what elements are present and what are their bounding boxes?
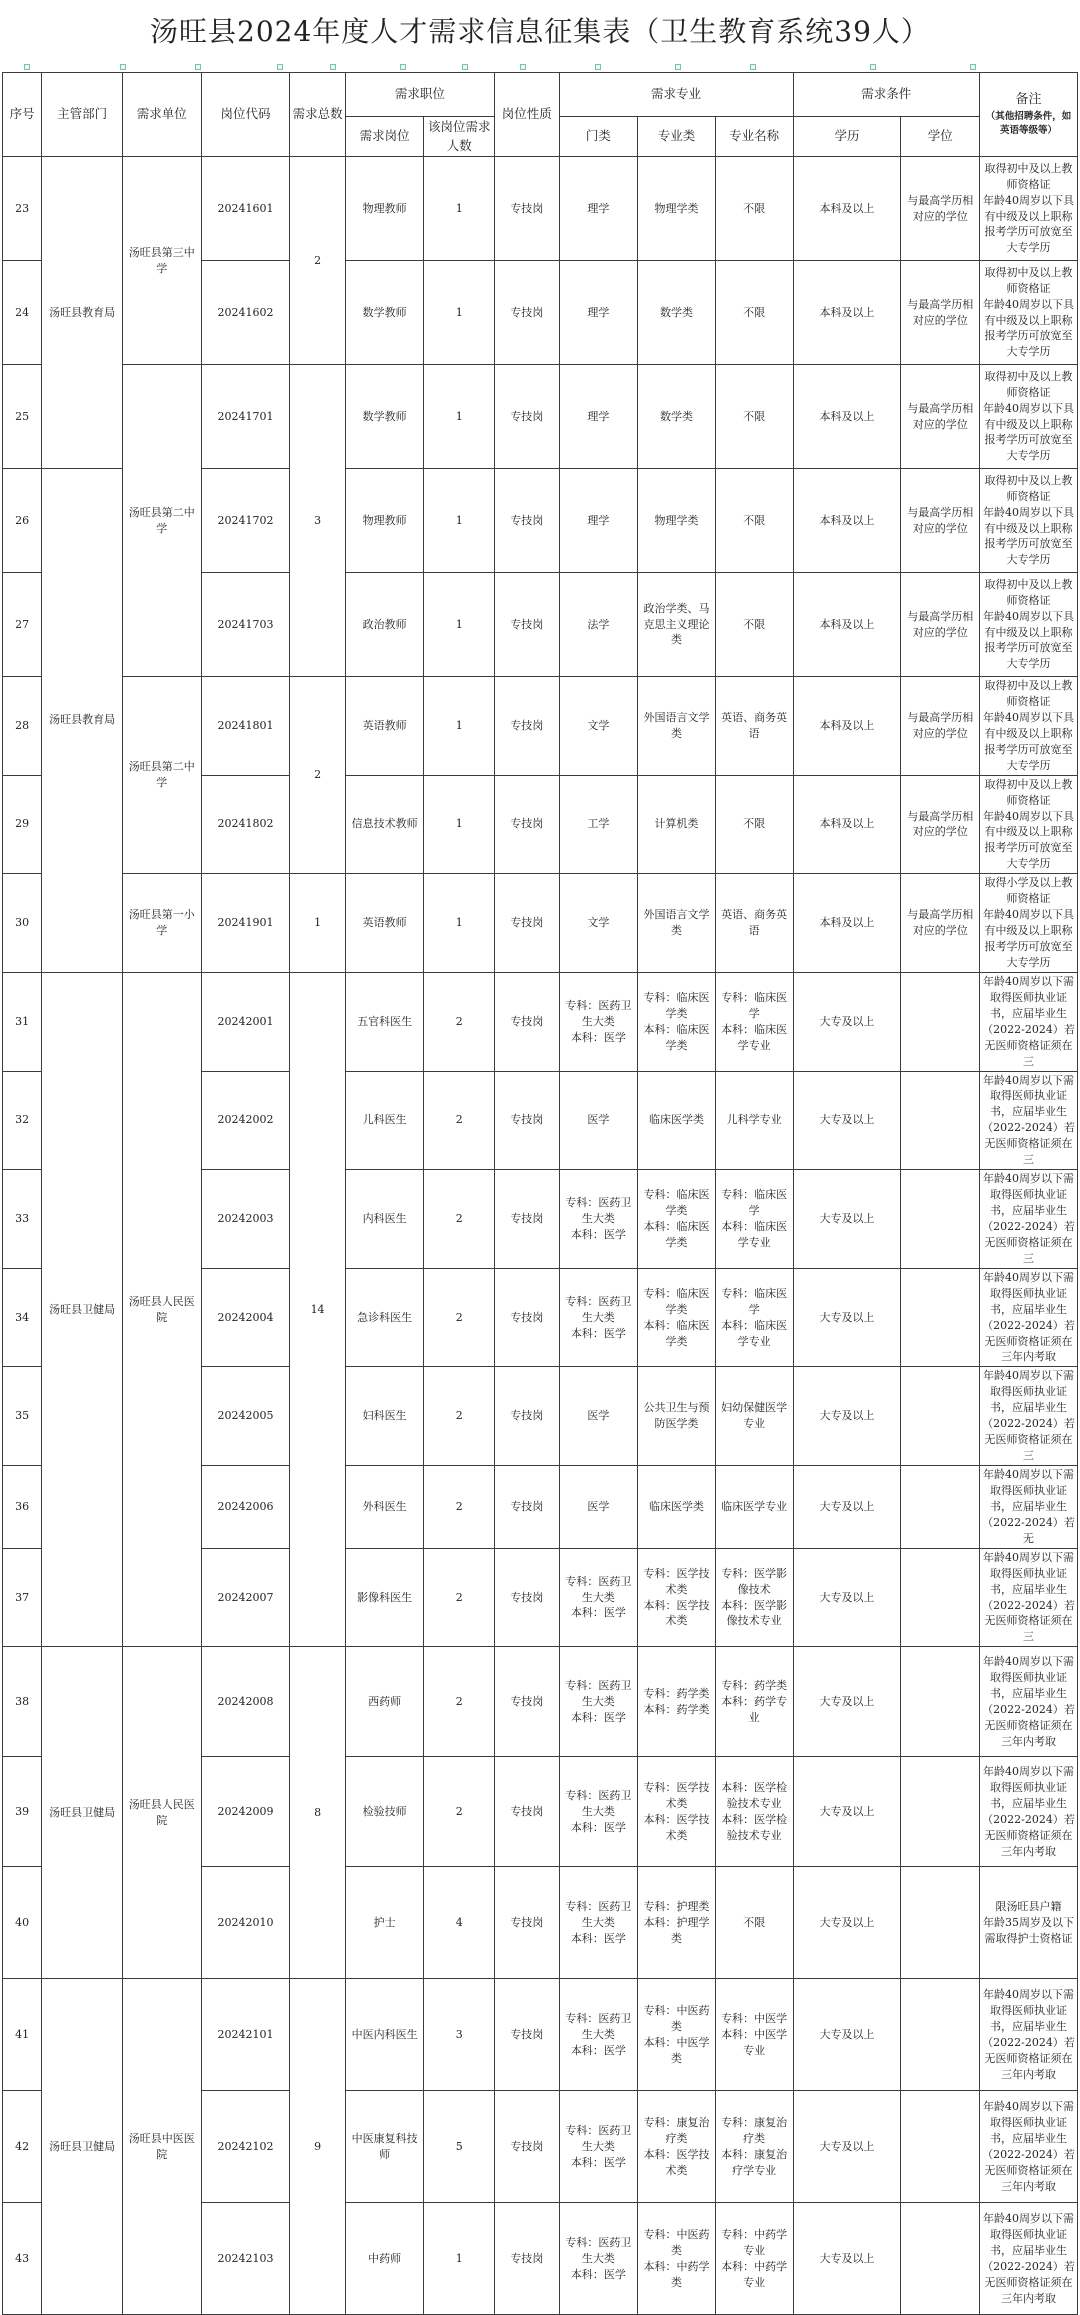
- category-cell: 文学: [559, 874, 638, 973]
- filter-dropdown-icon[interactable]: [970, 64, 976, 70]
- category-cell: 专科：医药卫生大类 本科：医学: [559, 972, 638, 1071]
- post-cell: 英语教师: [345, 874, 424, 973]
- table-row: [3, 1979, 1078, 2091]
- count-cell: 3: [424, 1979, 495, 2091]
- seq-cell: 27: [3, 573, 42, 677]
- table-row: [3, 972, 1078, 1071]
- nature-cell: 专技岗: [495, 469, 560, 573]
- total-cell: 1: [290, 874, 345, 973]
- seq-cell: 31: [3, 972, 42, 1071]
- education-cell: 大专及以上: [793, 1757, 901, 1867]
- seq-cell: 39: [3, 1757, 42, 1867]
- remark-cell: 取得初中及以上教师资格证 年龄40周岁以下具有中级及以上职称报考学历可放宽至大专学历: [980, 573, 1078, 677]
- major-class-cell: 外国语言文学类: [638, 677, 716, 776]
- remark-cell: 取得初中及以上教师资格证 年龄40周岁以下具有中级及以上职称报考学历可放宽至大专学历: [980, 469, 1078, 573]
- degree-cell: 与最高学历相对应的学位: [901, 677, 980, 776]
- post-cell: 数学教师: [345, 261, 424, 365]
- post-cell: 物理教师: [345, 469, 424, 573]
- nature-cell: 专技岗: [495, 1979, 560, 2091]
- seq-cell: 43: [3, 2203, 42, 2315]
- code-cell: 20241703: [201, 573, 290, 677]
- major-name-cell: 不限: [715, 775, 793, 874]
- degree-cell: [901, 1647, 980, 1757]
- remark-cell: 取得小学及以上教师资格证 年龄40周岁以下具有中级及以上职称报考学历可放宽至大专学历: [980, 874, 1078, 973]
- nature-cell: 专技岗: [495, 775, 560, 874]
- dept-cell: 汤旺县教育局: [42, 469, 123, 973]
- count-cell: 1: [424, 775, 495, 874]
- unit-cell: 汤旺县第二中学: [122, 365, 201, 677]
- nature-cell: 专技岗: [495, 2091, 560, 2203]
- post-cell: 物理教师: [345, 157, 424, 261]
- code-cell: 20242008: [201, 1647, 290, 1757]
- post-cell: 妇科医生: [345, 1367, 424, 1466]
- post-cell: 中药师: [345, 2203, 424, 2315]
- table-row: [3, 365, 1078, 469]
- header-unit: 需求单位: [122, 73, 201, 157]
- count-cell: 2: [424, 1548, 495, 1647]
- nature-cell: 专技岗: [495, 573, 560, 677]
- degree-cell: 与最高学历相对应的学位: [901, 573, 980, 677]
- header-major-group: 需求专业: [559, 73, 793, 117]
- remark-cell: 年龄40周岁以下需取得医师执业证书，应届毕业生（2022-2024）若无医师资格证须在三年内考取: [980, 1268, 1078, 1367]
- post-cell: 数学教师: [345, 365, 424, 469]
- post-cell: 信息技术教师: [345, 775, 424, 874]
- count-cell: 1: [424, 677, 495, 776]
- code-cell: 20241602: [201, 261, 290, 365]
- degree-cell: [901, 1867, 980, 1979]
- education-cell: 大专及以上: [793, 1867, 901, 1979]
- page-title: 汤旺县2024年度人才需求信息征集表（卫生教育系统39人）: [150, 15, 930, 48]
- nature-cell: 专技岗: [495, 1647, 560, 1757]
- major-name-cell: 专科：中医学 本科：中医学专业: [715, 1979, 793, 2091]
- remark-cell: 年龄40周岁以下需取得医师执业证书，应届毕业生（2022-2024）若无医师资格证须在三年内考取: [980, 1757, 1078, 1867]
- table-row: [3, 677, 1078, 776]
- education-cell: 大专及以上: [793, 972, 901, 1071]
- major-class-cell: 数学类: [638, 365, 716, 469]
- major-class-cell: 专科：中医药类 本科：中医学类: [638, 1979, 716, 2091]
- degree-cell: [901, 2203, 980, 2315]
- category-cell: 专科：医药卫生大类 本科：医学: [559, 2203, 638, 2315]
- post-cell: 护士: [345, 1867, 424, 1979]
- unit-cell: 汤旺县中医医院: [122, 1979, 201, 2315]
- header-remark-label: 备注: [1015, 92, 1042, 108]
- remark-cell: 取得初中及以上教师资格证 年龄40周岁以下具有中级及以上职称报考学历可放宽至大专学历: [980, 157, 1078, 261]
- major-class-cell: 专科：中医药类 本科：中药学类: [638, 2203, 716, 2315]
- remark-cell: 取得初中及以上教师资格证 年龄40周岁以下具有中级及以上职称报考学历可放宽至大专学历: [980, 365, 1078, 469]
- major-name-cell: 专科：药学类 本科：药学专业: [715, 1647, 793, 1757]
- remark-cell: 限汤旺县户籍 年龄35周岁及以下需取得护士资格证: [980, 1867, 1078, 1979]
- filter-dropdown-icon[interactable]: [520, 64, 526, 70]
- remark-cell: 年龄40周岁以下需取得医师执业证书，应届毕业生（2022-2024）若无医师资格证须在三年内考取: [980, 2091, 1078, 2203]
- nature-cell: 专技岗: [495, 157, 560, 261]
- header-position-group: 需求职位: [345, 73, 494, 117]
- remark-cell: 取得初中及以上教师资格证 年龄40周岁以下具有中级及以上职称报考学历可放宽至大专学历: [980, 261, 1078, 365]
- post-cell: 英语教师: [345, 677, 424, 776]
- code-cell: 20242103: [201, 2203, 290, 2315]
- major-name-cell: 不限: [715, 365, 793, 469]
- filter-dropdown-icon[interactable]: [330, 64, 336, 70]
- dept-cell: 汤旺县卫健局: [42, 1979, 123, 2315]
- major-name-cell: 专科：医学影像技术 本科：医学影像技术专业: [715, 1548, 793, 1647]
- post-cell: 检验技师: [345, 1757, 424, 1867]
- major-name-cell: 不限: [715, 261, 793, 365]
- education-cell: 大专及以上: [793, 1367, 901, 1466]
- unit-cell: 汤旺县第一小学: [122, 874, 201, 973]
- degree-cell: 与最高学历相对应的学位: [901, 874, 980, 973]
- major-class-cell: 物理学类: [638, 469, 716, 573]
- count-cell: 1: [424, 469, 495, 573]
- post-cell: 中医内科医生: [345, 1979, 424, 2091]
- seq-cell: 40: [3, 1867, 42, 1979]
- code-cell: 20241701: [201, 365, 290, 469]
- header-code: 岗位代码: [201, 73, 290, 157]
- seq-cell: 33: [3, 1170, 42, 1269]
- major-class-cell: 专科：医学技术类 本科：医学技术类: [638, 1757, 716, 1867]
- header-post: 需求岗位: [345, 117, 424, 157]
- major-class-cell: 专科：临床医学类 本科：临床医学类: [638, 1268, 716, 1367]
- filter-dropdown-icon[interactable]: [195, 64, 201, 70]
- education-cell: 大专及以上: [793, 1466, 901, 1549]
- total-cell: 9: [290, 1979, 345, 2315]
- major-class-cell: 政治学类、马克思主义理论类: [638, 573, 716, 677]
- category-cell: 理学: [559, 157, 638, 261]
- degree-cell: [901, 1757, 980, 1867]
- category-cell: 专科：医药卫生大类 本科：医学: [559, 1268, 638, 1367]
- count-cell: 2: [424, 1071, 495, 1170]
- remark-cell: 年龄40周岁以下需取得医师执业证书，应届毕业生（2022-2024）若无医师资格证须在三年内考取: [980, 1647, 1078, 1757]
- header-cond-group: 需求条件: [793, 73, 980, 117]
- filter-dropdown-icon[interactable]: [277, 64, 283, 70]
- education-cell: 大专及以上: [793, 1268, 901, 1367]
- category-cell: 工学: [559, 775, 638, 874]
- major-class-cell: 专科：康复治疗类 本科：医学技术类: [638, 2091, 716, 2203]
- category-cell: 专科：医药卫生大类 本科：医学: [559, 1757, 638, 1867]
- seq-cell: 24: [3, 261, 42, 365]
- code-cell: 20242006: [201, 1466, 290, 1549]
- nature-cell: 专技岗: [495, 1170, 560, 1269]
- nature-cell: 专技岗: [495, 1867, 560, 1979]
- post-cell: 急诊科医生: [345, 1268, 424, 1367]
- education-cell: 本科及以上: [793, 261, 901, 365]
- degree-cell: [901, 1170, 980, 1269]
- total-cell: 14: [290, 972, 345, 1646]
- header-category: 门类: [559, 117, 638, 157]
- seq-cell: 42: [3, 2091, 42, 2203]
- post-cell: 五官科医生: [345, 972, 424, 1071]
- filter-dropdown-icon[interactable]: [120, 64, 126, 70]
- post-cell: 外科医生: [345, 1466, 424, 1549]
- count-cell: 2: [424, 1367, 495, 1466]
- header-dept: 主管部门: [42, 73, 123, 157]
- major-class-cell: 专科：药学类 本科：药学类: [638, 1647, 716, 1757]
- education-cell: 本科及以上: [793, 157, 901, 261]
- dept-cell: 汤旺县教育局: [42, 157, 123, 469]
- code-cell: 20242007: [201, 1548, 290, 1647]
- total-cell: 3: [290, 365, 345, 677]
- major-name-cell: 专科：康复治疗类 本科：康复治疗学专业: [715, 2091, 793, 2203]
- nature-cell: 专技岗: [495, 1757, 560, 1867]
- education-cell: 本科及以上: [793, 469, 901, 573]
- filter-dropdown-icon[interactable]: [750, 64, 756, 70]
- filter-dropdown-icon[interactable]: [462, 64, 468, 70]
- header-major-name: 专业名称: [715, 117, 793, 157]
- major-class-cell: 专科：医学技术类 本科：医学技术类: [638, 1548, 716, 1647]
- recruitment-table: [2, 72, 1078, 2315]
- degree-cell: 与最高学历相对应的学位: [901, 261, 980, 365]
- major-name-cell: 专科：中药学专业 本科：中药学专业: [715, 2203, 793, 2315]
- degree-cell: [901, 972, 980, 1071]
- total-cell: 8: [290, 1647, 345, 1979]
- education-cell: 大专及以上: [793, 1647, 901, 1757]
- post-cell: 影像科医生: [345, 1548, 424, 1647]
- code-cell: 20241601: [201, 157, 290, 261]
- header-degree: 学位: [901, 117, 980, 157]
- remark-cell: 年龄40周岁以下需取得医师执业证书，应届毕业生（2022-2024）若无医师资格证须在三: [980, 1367, 1078, 1466]
- post-cell: 西药师: [345, 1647, 424, 1757]
- nature-cell: 专技岗: [495, 2203, 560, 2315]
- education-cell: 本科及以上: [793, 677, 901, 776]
- code-cell: 20241801: [201, 677, 290, 776]
- seq-cell: 29: [3, 775, 42, 874]
- count-cell: 1: [424, 365, 495, 469]
- count-cell: 1: [424, 157, 495, 261]
- category-cell: 理学: [559, 261, 638, 365]
- category-cell: 医学: [559, 1367, 638, 1466]
- nature-cell: 专技岗: [495, 261, 560, 365]
- degree-cell: [901, 2091, 980, 2203]
- degree-cell: 与最高学历相对应的学位: [901, 775, 980, 874]
- education-cell: 大专及以上: [793, 1170, 901, 1269]
- code-cell: 20242005: [201, 1367, 290, 1466]
- education-cell: 本科及以上: [793, 874, 901, 973]
- major-name-cell: 英语、商务英语: [715, 677, 793, 776]
- unit-cell: 汤旺县人民医院: [122, 1647, 201, 1979]
- filter-dropdown-icon[interactable]: [595, 64, 601, 70]
- remark-cell: 年龄40周岁以下需取得医师执业证书，应届毕业生（2022-2024）若无: [980, 1466, 1078, 1549]
- degree-cell: [901, 1367, 980, 1466]
- seq-cell: 28: [3, 677, 42, 776]
- total-cell: 2: [290, 157, 345, 365]
- count-cell: 5: [424, 2091, 495, 2203]
- seq-cell: 36: [3, 1466, 42, 1549]
- count-cell: 1: [424, 261, 495, 365]
- table-row: [3, 157, 1078, 261]
- remark-cell: 年龄40周岁以下需取得医师执业证书，应届毕业生（2022-2024）若无医师资格证须在三: [980, 1548, 1078, 1647]
- degree-cell: [901, 1548, 980, 1647]
- total-cell: 2: [290, 677, 345, 874]
- major-class-cell: 外国语言文学类: [638, 874, 716, 973]
- category-cell: 专科：医药卫生大类 本科：医学: [559, 2091, 638, 2203]
- major-name-cell: 英语、商务英语: [715, 874, 793, 973]
- nature-cell: 专技岗: [495, 1466, 560, 1549]
- count-cell: 2: [424, 1466, 495, 1549]
- header-post-count: 该岗位需求人数: [424, 117, 495, 157]
- count-cell: 2: [424, 1268, 495, 1367]
- count-cell: 2: [424, 1757, 495, 1867]
- seq-cell: 38: [3, 1647, 42, 1757]
- code-cell: 20242009: [201, 1757, 290, 1867]
- nature-cell: 专技岗: [495, 1071, 560, 1170]
- header-education: 学历: [793, 117, 901, 157]
- category-cell: 专科：医药卫生大类 本科：医学: [559, 1867, 638, 1979]
- major-name-cell: 临床医学专业: [715, 1466, 793, 1549]
- major-name-cell: 儿科学专业: [715, 1071, 793, 1170]
- major-class-cell: 计算机类: [638, 775, 716, 874]
- major-class-cell: 专科：临床医学类 本科：临床医学类: [638, 972, 716, 1071]
- remark-cell: 年龄40周岁以下需取得医师执业证书，应届毕业生（2022-2024）若无医师资格证须在三: [980, 972, 1078, 1071]
- seq-cell: 35: [3, 1367, 42, 1466]
- education-cell: 大专及以上: [793, 1071, 901, 1170]
- nature-cell: 专技岗: [495, 874, 560, 973]
- post-cell: 中医康复科技师: [345, 2091, 424, 2203]
- seq-cell: 41: [3, 1979, 42, 2091]
- education-cell: 大专及以上: [793, 1979, 901, 2091]
- count-cell: 2: [424, 1170, 495, 1269]
- code-cell: 20242002: [201, 1071, 290, 1170]
- major-class-cell: 专科：临床医学类 本科：临床医学类: [638, 1170, 716, 1269]
- nature-cell: 专技岗: [495, 972, 560, 1071]
- remark-cell: 年龄40周岁以下需取得医师执业证书，应届毕业生（2022-2024）若无医师资格证须在三: [980, 1170, 1078, 1269]
- count-cell: 2: [424, 972, 495, 1071]
- filter-dropdown-icon[interactable]: [400, 64, 406, 70]
- education-cell: 本科及以上: [793, 573, 901, 677]
- count-cell: 4: [424, 1867, 495, 1979]
- code-cell: 20241802: [201, 775, 290, 874]
- code-cell: 20241702: [201, 469, 290, 573]
- header-seq: 序号: [3, 73, 42, 157]
- count-cell: 1: [424, 874, 495, 973]
- major-class-cell: 专科：护理类 本科：护理学类: [638, 1867, 716, 1979]
- education-cell: 大专及以上: [793, 2091, 901, 2203]
- category-cell: 法学: [559, 573, 638, 677]
- category-cell: 专科：医药卫生大类 本科：医学: [559, 1170, 638, 1269]
- header-remark-sub: （其他招聘条件，如英语等级等）: [985, 111, 1072, 136]
- remark-cell: 取得初中及以上教师资格证 年龄40周岁以下具有中级及以上职称报考学历可放宽至大专学历: [980, 677, 1078, 776]
- table-row: [3, 874, 1078, 973]
- degree-cell: [901, 1071, 980, 1170]
- major-class-cell: 临床医学类: [638, 1071, 716, 1170]
- nature-cell: 专技岗: [495, 365, 560, 469]
- category-cell: 理学: [559, 469, 638, 573]
- category-cell: 医学: [559, 1071, 638, 1170]
- filter-dropdown-icon[interactable]: [675, 64, 681, 70]
- code-cell: 20242004: [201, 1268, 290, 1367]
- major-name-cell: 专科：临床医学 本科：临床医学专业: [715, 1268, 793, 1367]
- degree-cell: 与最高学历相对应的学位: [901, 469, 980, 573]
- remark-cell: 年龄40周岁以下需取得医师执业证书，应届毕业生（2022-2024）若无医师资格证须在三年内考取: [980, 1979, 1078, 2091]
- filter-dropdown-icon[interactable]: [870, 64, 876, 70]
- seq-cell: 32: [3, 1071, 42, 1170]
- count-cell: 1: [424, 2203, 495, 2315]
- seq-cell: 26: [3, 469, 42, 573]
- major-class-cell: 物理学类: [638, 157, 716, 261]
- code-cell: 20242101: [201, 1979, 290, 2091]
- major-class-cell: 公共卫生与预防医学类: [638, 1367, 716, 1466]
- category-cell: 专科：医药卫生大类 本科：医学: [559, 1979, 638, 2091]
- dept-cell: 汤旺县卫健局: [42, 972, 123, 1646]
- unit-cell: 汤旺县第三中学: [122, 157, 201, 365]
- major-name-cell: 妇幼保健医学专业: [715, 1367, 793, 1466]
- nature-cell: 专技岗: [495, 677, 560, 776]
- code-cell: 20242003: [201, 1170, 290, 1269]
- major-name-cell: 专科：临床医学 本科：临床医学专业: [715, 972, 793, 1071]
- seq-cell: 34: [3, 1268, 42, 1367]
- header-remark: [980, 73, 1078, 157]
- degree-cell: [901, 1979, 980, 2091]
- category-cell: 医学: [559, 1466, 638, 1549]
- header-major-class: 专业类: [638, 117, 716, 157]
- count-cell: 2: [424, 1647, 495, 1757]
- degree-cell: 与最高学历相对应的学位: [901, 157, 980, 261]
- degree-cell: [901, 1466, 980, 1549]
- major-name-cell: 不限: [715, 157, 793, 261]
- major-name-cell: 不限: [715, 573, 793, 677]
- unit-cell: 汤旺县第二中学: [122, 677, 201, 874]
- post-cell: 内科医生: [345, 1170, 424, 1269]
- code-cell: 20242001: [201, 972, 290, 1071]
- filter-dropdown-icon[interactable]: [24, 64, 30, 70]
- code-cell: 20242102: [201, 2091, 290, 2203]
- category-cell: 文学: [559, 677, 638, 776]
- unit-cell: 汤旺县人民医院: [122, 972, 201, 1646]
- remark-cell: 年龄40周岁以下需取得医师执业证书，应届毕业生（2022-2024）若无医师资格证须在三年内考取: [980, 2203, 1078, 2315]
- code-cell: 20242010: [201, 1867, 290, 1979]
- header-nature: 岗位性质: [495, 73, 560, 157]
- seq-cell: 25: [3, 365, 42, 469]
- major-class-cell: 数学类: [638, 261, 716, 365]
- education-cell: 大专及以上: [793, 2203, 901, 2315]
- filter-button-row: [0, 64, 1080, 72]
- remark-cell: 取得初中及以上教师资格证 年龄40周岁以下具有中级及以上职称报考学历可放宽至大专学历: [980, 775, 1078, 874]
- major-class-cell: 临床医学类: [638, 1466, 716, 1549]
- header-total: 需求总数: [290, 73, 345, 157]
- nature-cell: 专技岗: [495, 1367, 560, 1466]
- major-name-cell: 不限: [715, 1867, 793, 1979]
- seq-cell: 23: [3, 157, 42, 261]
- major-name-cell: 专科：临床医学 本科：临床医学专业: [715, 1170, 793, 1269]
- degree-cell: 与最高学历相对应的学位: [901, 365, 980, 469]
- major-name-cell: 本科：医学检验技术专业 本科：医学检验技术专业: [715, 1757, 793, 1867]
- education-cell: 本科及以上: [793, 365, 901, 469]
- code-cell: 20241901: [201, 874, 290, 973]
- remark-cell: 年龄40周岁以下需取得医师执业证书，应届毕业生（2022-2024）若无医师资格证须在三: [980, 1071, 1078, 1170]
- seq-cell: 37: [3, 1548, 42, 1647]
- education-cell: 大专及以上: [793, 1548, 901, 1647]
- post-cell: 儿科医生: [345, 1071, 424, 1170]
- seq-cell: 30: [3, 874, 42, 973]
- major-name-cell: 不限: [715, 469, 793, 573]
- category-cell: 专科：医药卫生大类 本科：医学: [559, 1647, 638, 1757]
- nature-cell: 专技岗: [495, 1268, 560, 1367]
- category-cell: 专科：医药卫生大类 本科：医学: [559, 1548, 638, 1647]
- table-row: [3, 1647, 1078, 1757]
- degree-cell: [901, 1268, 980, 1367]
- category-cell: 理学: [559, 365, 638, 469]
- count-cell: 1: [424, 573, 495, 677]
- education-cell: 本科及以上: [793, 775, 901, 874]
- post-cell: 政治教师: [345, 573, 424, 677]
- dept-cell: 汤旺县卫健局: [42, 1647, 123, 1979]
- nature-cell: 专技岗: [495, 1548, 560, 1647]
